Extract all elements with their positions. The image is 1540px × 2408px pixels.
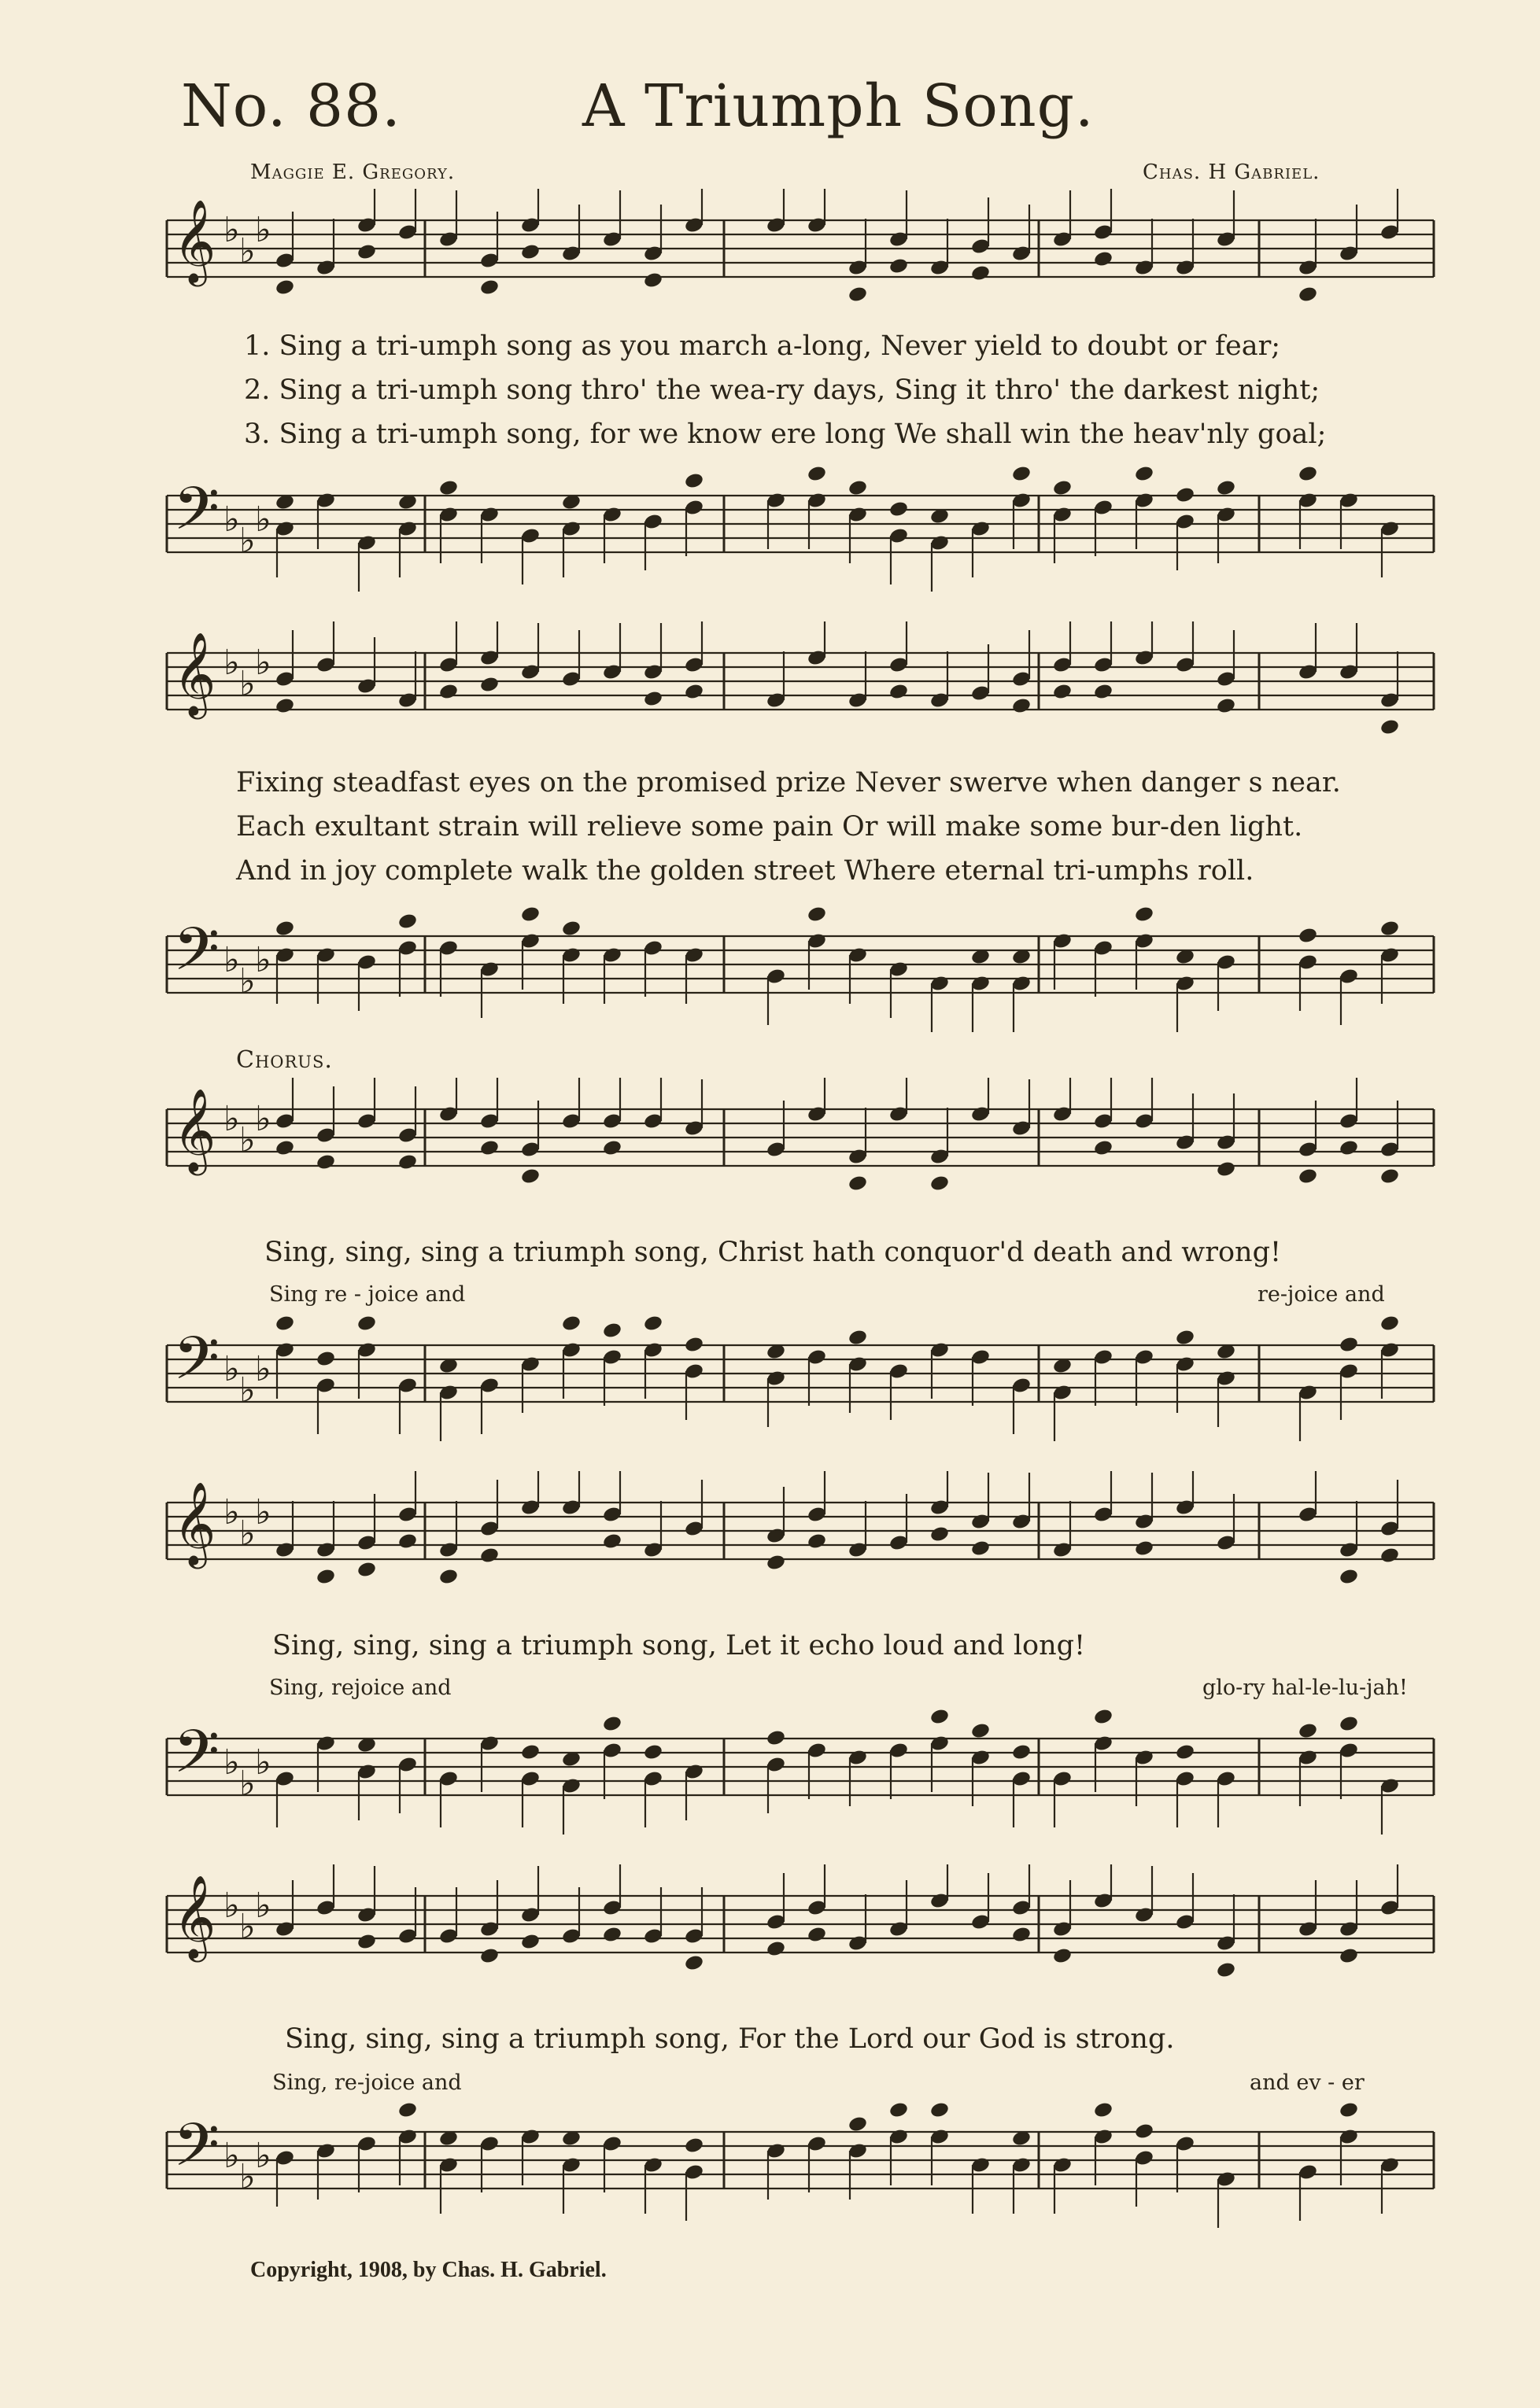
- note-head: [684, 683, 704, 701]
- flat-icon: ♭: [255, 2136, 271, 2176]
- note-head: [1134, 905, 1154, 924]
- note-head: [807, 1532, 827, 1551]
- note-head: [766, 1940, 786, 1958]
- note-head: [275, 920, 295, 938]
- note-head: [1339, 1139, 1359, 1157]
- note-head: [438, 1568, 459, 1586]
- note-head: [1339, 2101, 1359, 2119]
- note-head: [1339, 1336, 1359, 1354]
- note-head: [275, 697, 295, 715]
- staff-system-4-bass: [0, 1707, 1540, 1849]
- note-head: [1298, 927, 1318, 945]
- note-head: [970, 1540, 991, 1558]
- note-head: [643, 690, 663, 708]
- flat-icon: ♭: [239, 961, 256, 1001]
- note-head: [1093, 1708, 1113, 1726]
- treble-clef-icon: 𝄞: [173, 1874, 216, 1959]
- note-head: [929, 1525, 950, 1543]
- staff-system-4-treble: [0, 1471, 1540, 1628]
- note-head: [766, 1729, 786, 1747]
- verse-3-line-2: And in joy complete walk the golden street Where eternal tri-umphs roll.: [236, 855, 1254, 887]
- note-head: [1339, 1947, 1359, 1965]
- staff-system-1-bass: [0, 464, 1540, 621]
- note-head: [848, 1329, 868, 1347]
- flat-icon: ♭: [223, 500, 240, 540]
- note-head: [1134, 1540, 1154, 1558]
- note-head: [807, 1926, 827, 1944]
- treble-clef-icon: 𝄞: [173, 631, 216, 716]
- note-head: [1339, 1715, 1359, 1733]
- note-head: [684, 472, 704, 490]
- chorus-label: Chorus.: [236, 1046, 333, 1074]
- verse-3-line-1: 3. Sing a tri-umph song, for we know ere long We shall win the heav'nly goal;: [244, 419, 1327, 450]
- note-head: [602, 1322, 622, 1340]
- treble-clef-icon: 𝄞: [173, 1087, 216, 1172]
- chorus-line-1: Sing, sing, sing a triumph song, Christ hath conquor'd death and wrong!: [264, 1237, 1282, 1268]
- note-head: [1093, 250, 1113, 268]
- note-head: [316, 1568, 336, 1586]
- note-head: [397, 1153, 418, 1171]
- note-head: [275, 1139, 295, 1157]
- note-head: [602, 1715, 622, 1733]
- note-head: [1216, 697, 1236, 715]
- note-head: [1011, 1926, 1032, 1944]
- note-head: [1052, 1947, 1073, 1965]
- flat-icon: ♭: [255, 1492, 271, 1532]
- flat-icon: ♭: [255, 643, 271, 683]
- note-head: [970, 264, 991, 282]
- note-head: [643, 1315, 663, 1333]
- verse-2-line-2: Each exultant strain will relieve some pain Or will make some bur-den light.: [236, 811, 1303, 843]
- note-head: [1011, 1743, 1032, 1761]
- staff-system-5-treble: [0, 1864, 1540, 2022]
- flat-icon: ♭: [255, 1349, 271, 1389]
- note-head: [1379, 718, 1400, 736]
- note-head: [1134, 2122, 1154, 2141]
- flat-icon: ♭: [239, 2157, 256, 2197]
- note-head: [848, 1174, 868, 1193]
- note-head: [888, 683, 909, 701]
- note-head: [684, 2137, 704, 2155]
- note-head: [479, 1947, 500, 1965]
- note-head: [684, 1336, 704, 1354]
- note-head: [1011, 465, 1032, 483]
- note-head: [807, 905, 827, 924]
- note-head: [1298, 286, 1318, 304]
- note-head: [275, 278, 295, 297]
- chorus-line-3: Sing, sing, sing a triumph song, For the Lord our God is strong.: [285, 2023, 1175, 2055]
- note-head: [356, 243, 377, 261]
- note-head: [1379, 1167, 1400, 1186]
- note-head: [848, 286, 868, 304]
- note-head: [520, 1167, 541, 1186]
- flat-icon: ♭: [255, 1099, 271, 1139]
- note-head: [1093, 683, 1113, 701]
- chorus-bass-text-3b: and ev - er: [1250, 2071, 1365, 2095]
- flat-icon: ♭: [223, 210, 240, 250]
- note-head: [520, 1933, 541, 1951]
- note-head: [1175, 1329, 1195, 1347]
- chorus-bass-text-2a: Sing, rejoice and: [269, 1676, 452, 1700]
- note-head: [970, 1722, 991, 1740]
- treble-clef-icon: 𝄞: [173, 198, 216, 283]
- chorus-bass-text-1b: re-joice and: [1257, 1282, 1385, 1307]
- verse-1-line-2: Fixing steadfast eyes on the promised prize Never swerve when danger s near.: [236, 767, 1341, 798]
- note-head: [643, 271, 663, 289]
- flat-icon: ♭: [255, 210, 271, 250]
- note-head: [479, 1547, 500, 1565]
- bass-clef-icon: 𝄢: [173, 1717, 220, 1801]
- note-head: [643, 1743, 663, 1761]
- flat-icon: ♭: [239, 231, 256, 271]
- note-head: [479, 1139, 500, 1157]
- verse-2-line-1: 2. Sing a tri-umph song thro' the wea-ry days, Sing it thro' the darkest night;: [244, 374, 1320, 406]
- staff-system-3-treble: [0, 1078, 1540, 1235]
- note-head: [438, 683, 459, 701]
- flat-icon: ♭: [255, 940, 271, 980]
- note-head: [356, 1561, 377, 1579]
- note-head: [1052, 479, 1073, 497]
- note-head: [1011, 697, 1032, 715]
- verse-1-line-1: 1. Sing a tri-umph song as you march a-long, Never yield to doubt or fear;: [244, 330, 1281, 362]
- copyright-notice: Copyright, 1908, by Chas. H. Gabriel.: [250, 2258, 607, 2282]
- note-head: [929, 2101, 950, 2119]
- note-head: [1175, 1743, 1195, 1761]
- note-head: [397, 913, 418, 931]
- note-head: [1134, 465, 1154, 483]
- note-head: [479, 676, 500, 694]
- flat-icon: ♭: [223, 940, 240, 980]
- note-head: [356, 1315, 377, 1333]
- flat-icon: ♭: [223, 1492, 240, 1532]
- flat-icon: ♭: [223, 2136, 240, 2176]
- note-head: [1339, 1568, 1359, 1586]
- note-head: [848, 479, 868, 497]
- note-head: [602, 1139, 622, 1157]
- treble-clef-icon: 𝄞: [173, 1481, 216, 1565]
- bass-clef-icon: 𝄢: [173, 2110, 220, 2195]
- note-head: [1298, 1722, 1318, 1740]
- note-head: [684, 1954, 704, 1972]
- note-head: [1175, 486, 1195, 504]
- flat-icon: ♭: [223, 1349, 240, 1389]
- staff-system-2-bass: [0, 905, 1540, 1038]
- note-head: [888, 257, 909, 275]
- note-head: [479, 278, 500, 297]
- staff-system-2-treble: [0, 621, 1540, 779]
- note-head: [602, 1926, 622, 1944]
- note-head: [397, 1532, 418, 1551]
- flat-icon: ♭: [223, 1742, 240, 1783]
- note-head: [1379, 1547, 1400, 1565]
- note-head: [1093, 1139, 1113, 1157]
- flat-icon: ♭: [239, 1120, 256, 1160]
- note-head: [888, 500, 909, 518]
- flat-icon: ♭: [255, 1886, 271, 1926]
- note-head: [1216, 1961, 1236, 1979]
- note-head: [316, 1153, 336, 1171]
- note-head: [316, 1350, 336, 1368]
- note-head: [848, 2115, 868, 2133]
- note-head: [438, 479, 459, 497]
- note-head: [602, 1532, 622, 1551]
- note-head: [520, 1743, 541, 1761]
- note-head: [561, 1315, 582, 1333]
- note-head: [1052, 683, 1073, 701]
- note-head: [929, 1174, 950, 1193]
- note-head: [1379, 920, 1400, 938]
- flat-icon: ♭: [223, 1886, 240, 1926]
- flat-icon: ♭: [223, 643, 240, 683]
- chorus-line-2: Sing, sing, sing a triumph song, Let it echo loud and long!: [272, 1630, 1086, 1661]
- composer-credit: Chas. H Gabriel.: [1143, 160, 1320, 184]
- note-head: [356, 1933, 377, 1951]
- bass-clef-icon: 𝄢: [173, 474, 220, 559]
- chorus-bass-text-2b: glo-ry hal-le-lu-jah!: [1202, 1676, 1408, 1700]
- note-head: [888, 2101, 909, 2119]
- note-head: [397, 2101, 418, 2119]
- hymn-title: A Triumph Song.: [582, 72, 1095, 140]
- note-head: [1379, 1315, 1400, 1333]
- note-head: [766, 1554, 786, 1572]
- note-head: [1298, 1167, 1318, 1186]
- flat-icon: ♭: [239, 1907, 256, 1947]
- chorus-bass-text-1a: Sing re - joice and: [269, 1282, 466, 1307]
- staff-system-3-bass: [0, 1314, 1540, 1463]
- staff-system-5-bass: [0, 2100, 1540, 2250]
- flat-icon: ♭: [255, 1742, 271, 1783]
- flat-icon: ♭: [255, 500, 271, 540]
- author-credit: Maggie E. Gregory.: [250, 160, 456, 184]
- note-head: [929, 1708, 950, 1726]
- flat-icon: ♭: [239, 1764, 256, 1804]
- flat-icon: ♭: [239, 664, 256, 704]
- note-head: [275, 1315, 295, 1333]
- staff-system-1-treble: [0, 189, 1540, 346]
- note-head: [1216, 479, 1236, 497]
- chorus-bass-text-3a: Sing, re-joice and: [272, 2071, 462, 2095]
- bass-clef-icon: 𝄢: [173, 1323, 220, 1408]
- note-head: [561, 920, 582, 938]
- bass-clef-icon: 𝄢: [173, 914, 220, 999]
- flat-icon: ♭: [239, 1370, 256, 1411]
- flat-icon: ♭: [223, 1099, 240, 1139]
- note-head: [807, 465, 827, 483]
- note-head: [1298, 465, 1318, 483]
- hymn-number: No. 88.: [181, 72, 401, 140]
- flat-icon: ♭: [239, 521, 256, 561]
- note-head: [520, 905, 541, 924]
- note-head: [1216, 1160, 1236, 1178]
- note-head: [1093, 2101, 1113, 2119]
- note-head: [520, 243, 541, 261]
- flat-icon: ♭: [239, 1514, 256, 1554]
